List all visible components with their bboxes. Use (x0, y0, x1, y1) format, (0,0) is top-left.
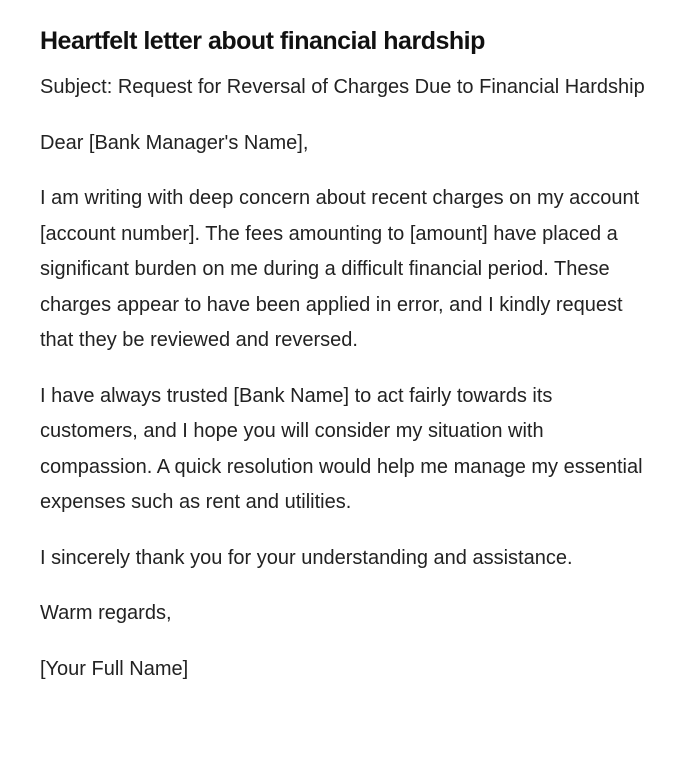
closing: Warm regards, (40, 602, 172, 624)
salutation: Dear [Bank Manager's Name], (40, 131, 309, 154)
signature: [Your Full Name] (40, 657, 189, 680)
subject-line: Subject: Request for Reversal of Charges Due to Financial Hardship (40, 76, 645, 98)
page-title: Heartfelt letter about financial hardship (40, 27, 485, 55)
body-paragraph: I am writing with deep concern about recent charges on my account [account number]. The fees amounting to [amount] have placed a significant burden on me during a difficult financial period. These charges appear to have been applied in error, and I kindly request that they be reviewed and reversed. (40, 187, 640, 351)
body-paragraph: I have always trusted [Bank Name] to act fairly towards its customers, and I hope you will consider my situation with compassion. A quick resolution would help me manage my essential expenses such as rent and utilities. (40, 384, 643, 513)
body-paragraph: I sincerely thank you for your understanding and assistance. (40, 546, 573, 569)
